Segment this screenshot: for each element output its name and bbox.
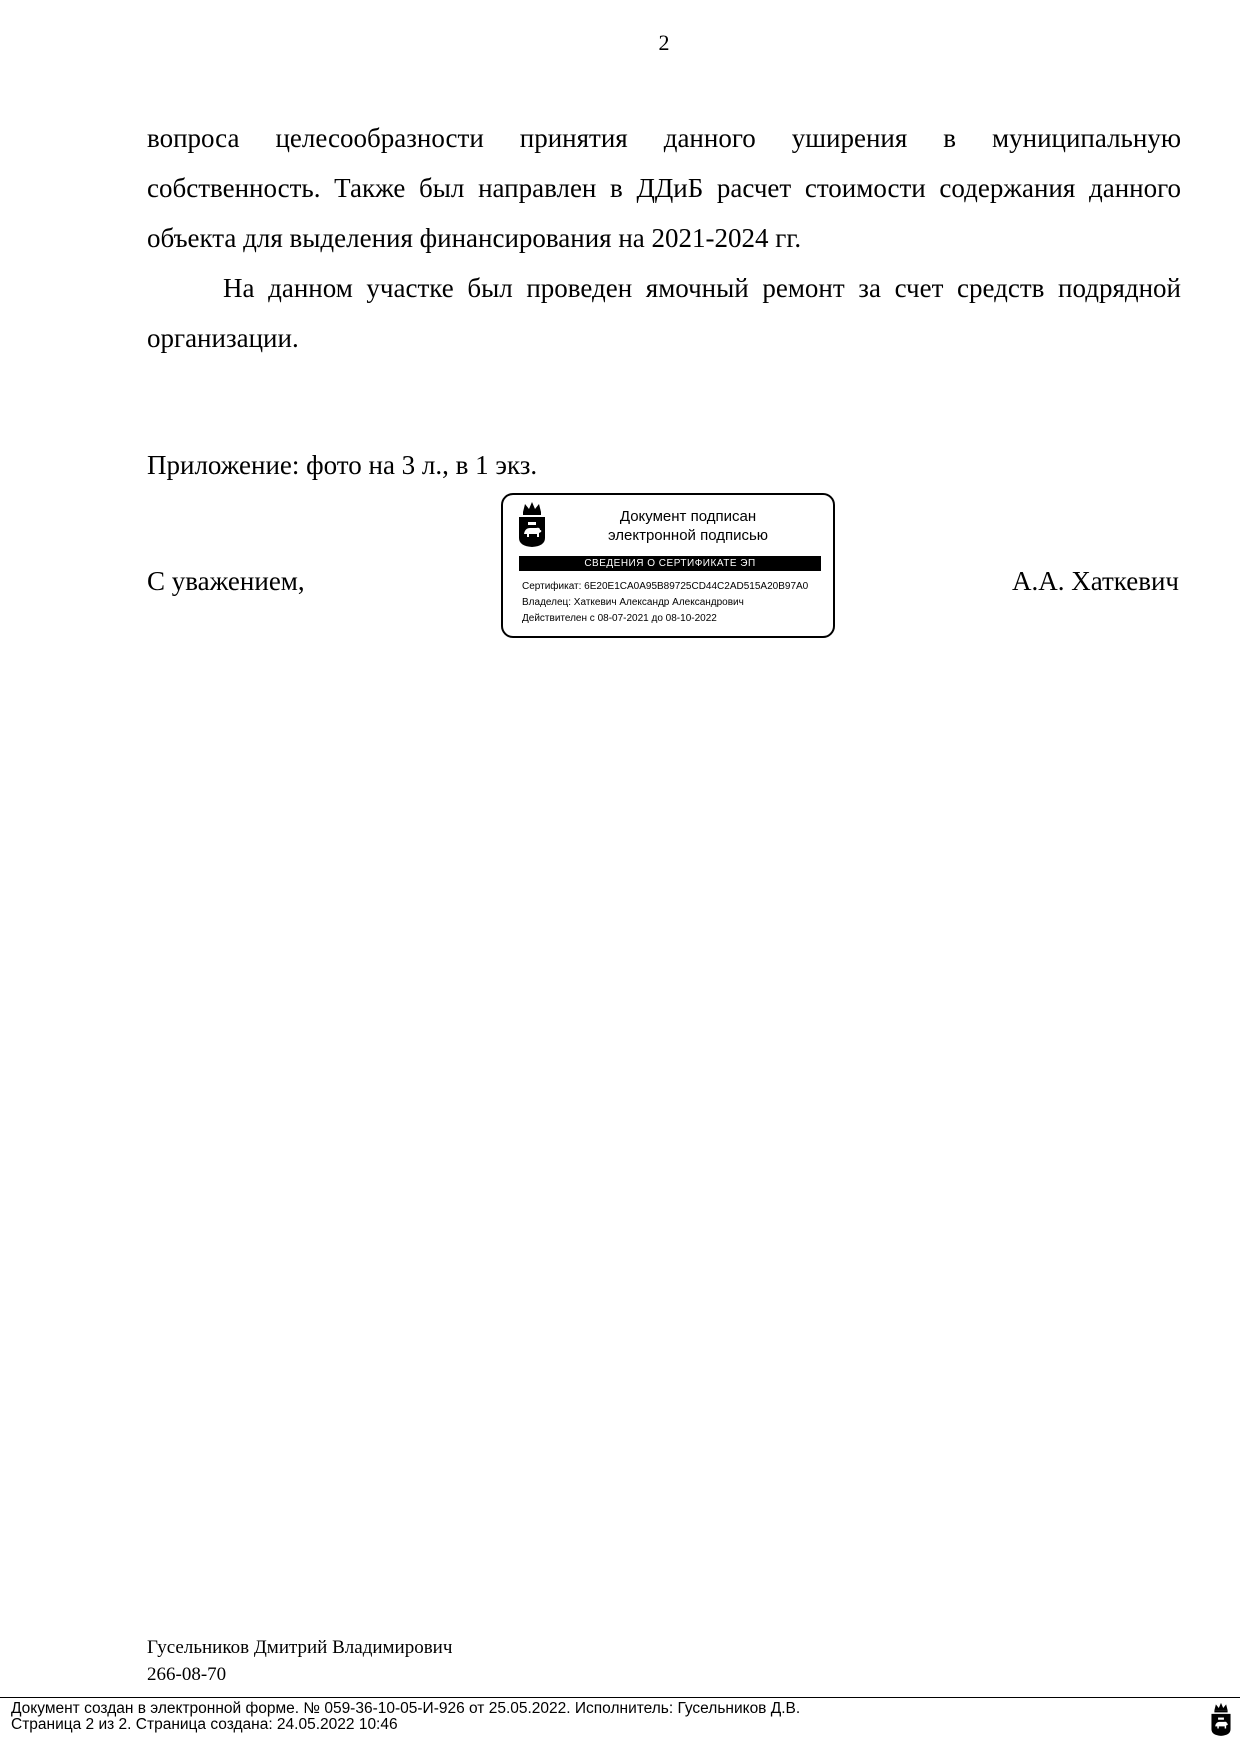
executor-name: Гусельников Дмитрий Владимирович xyxy=(147,1637,453,1658)
executor-block xyxy=(147,1634,452,1688)
footer-divider xyxy=(0,1697,1240,1698)
stamp-certificate-details xyxy=(522,579,835,627)
stamp-validity: Действителен с 08-07-2021 до 08-10-2022 xyxy=(522,613,717,624)
stamp-owner: Владелец: Хаткевич Александр Александрович xyxy=(522,597,744,608)
stamp-title-line-1: Документ подписан xyxy=(619,508,757,525)
footer-line-1: Документ создан в электронной форме. № 059-36-10-05-И-926 от 25.05.2022. Исполнитель: Гусельников Д.В. xyxy=(11,1700,801,1717)
stamp-title xyxy=(553,507,823,545)
stamp-title-line-2: электронной подписью xyxy=(607,527,769,544)
footer xyxy=(11,1701,800,1733)
signer-name: А.А. Хаткевич xyxy=(1011,566,1179,596)
attachment-note: Приложение: фото на 3 л., в 1 экз. xyxy=(147,450,538,480)
stamp-certificate-number: Сертификат: 6E20E1CA0A95B89725CD44C2AD515A20B97A0 xyxy=(522,581,809,592)
executor-phone: 266-08-70 xyxy=(147,1664,227,1685)
perm-krai-coat-of-arms-icon xyxy=(517,500,547,548)
stamp-certificate-header: СВЕДЕНИЯ О СЕРТИФИКАТЕ ЭП xyxy=(519,556,821,571)
perm-krai-coat-of-arms-icon xyxy=(1210,1701,1232,1737)
document-body xyxy=(147,113,1181,363)
body-paragraph-1: вопроса целесообразности принятия данного уширения в муниципальную собственность. Также был направлен в ДДиБ расчет стоимости содержания данного объекта для выделения финансирования на 2021-2024 гг. xyxy=(147,123,1181,253)
closing-salutation: С уважением, xyxy=(147,566,305,596)
e-signature-stamp xyxy=(501,493,835,638)
body-paragraph-2: На данном участке был проведен ямочный ремонт за счет средств подрядной организации. xyxy=(147,273,1181,353)
footer-line-2: Страница 2 из 2. Страница создана: 24.05.2022 10:46 xyxy=(11,1716,398,1733)
page-number: 2 xyxy=(658,30,670,55)
